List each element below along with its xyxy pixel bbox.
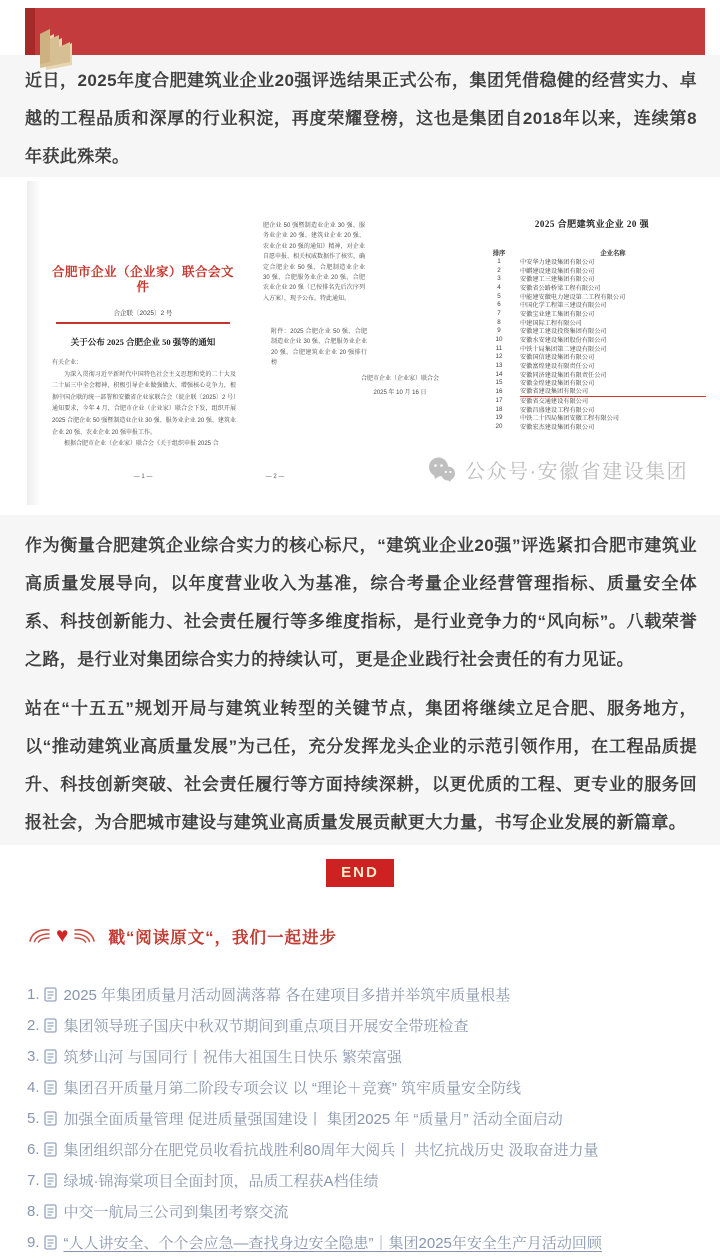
- buildings-icon: [36, 14, 86, 70]
- ranking-row-company: 安徽建工三建集团有限公司: [520, 276, 595, 284]
- watermark-text: 公众号·安徽省建设集团: [465, 461, 689, 483]
- body-paragraph-3: 站在“十五五”规划开局与建筑业转型的关键节点，集团将继续立足合肥、服务地方，以“推动建筑业高质量发展”为己任，充分发挥龙头企业的示范引领作用，在工程品质提升、科技创新突破、社会责任履行等方面持续深耕，以更优质的工程、更专业的服务回报社会，为合肥城市建设与建筑业高质量发展贡献更大力量，书写企业发展的新篇章。: [25, 699, 697, 832]
- ranking-row-company: 中铁十局集团第二建设有限公司: [520, 345, 607, 353]
- wing-right-icon: [74, 928, 96, 944]
- related-article-number: 6.: [27, 1141, 40, 1158]
- doc-date: 2025 年 10 月 16 日: [373, 390, 427, 396]
- ranking-row: [478, 283, 706, 292]
- ranking-row: [478, 413, 706, 422]
- banner-left-strip: [25, 8, 35, 55]
- doc-red-divider: [56, 322, 230, 324]
- end-badge: END: [326, 859, 394, 887]
- ranking-row-rank: 10: [495, 336, 503, 344]
- related-article-title: 集团领导班子国庆中秋双节期间到重点项目开展安全带班检查: [63, 1018, 469, 1035]
- ranking-row: [478, 335, 706, 344]
- document-icon: [44, 1080, 57, 1095]
- document-icon: [44, 987, 57, 1002]
- document-icon: [44, 1142, 57, 1157]
- ranking-row-rank: 5: [497, 292, 501, 300]
- related-article-link[interactable]: [27, 1041, 705, 1072]
- ranking-row-company: 安徽宝业建工集团有限公司: [520, 310, 595, 318]
- ranking-row: [478, 422, 706, 431]
- ranking-row-rank: 17: [495, 396, 503, 404]
- document-icon: [44, 1018, 57, 1033]
- ranking-row-rank: 4: [497, 283, 501, 291]
- doc-masthead: 合肥市企业（企业家）联合会文件: [51, 265, 234, 294]
- related-article-link[interactable]: [27, 1165, 705, 1196]
- ranking-col-name: 企业名称: [600, 250, 626, 257]
- ranking-row-company: 安徽昌盛建设工程有限公司: [520, 406, 595, 414]
- ranking-row: [478, 344, 706, 353]
- related-article-title: 2025 年集团质量月活动圆满落幕 各在建项目多措并举筑牢质量根基: [63, 987, 511, 1004]
- ranking-row: [478, 266, 706, 275]
- ranking-row-rank: 18: [495, 405, 503, 413]
- ranking-row-rank: 11: [495, 344, 503, 352]
- ranking-row-company: 中建国际工程有限公司: [520, 319, 582, 327]
- ranking-row: [478, 361, 706, 370]
- header-banner: [25, 8, 705, 55]
- ranking-row-company: 中国化学工程第三建设有限公司: [520, 302, 607, 310]
- ranking-row-rank: 20: [495, 422, 503, 430]
- ranking-row-company: 安徽国信建设集团有限公司: [520, 354, 595, 362]
- photo-page-edge-shadow: [27, 181, 41, 505]
- ranking-title: 2025 合肥建筑业企业 20 强: [534, 219, 650, 229]
- ranking-row-rank: 9: [497, 327, 501, 335]
- related-article-title: 集团召开质量月第二阶段专项会议 以 “理论＋竞赛” 筑牢质量安全防线: [63, 1080, 522, 1097]
- ranking-row-rank: 14: [495, 370, 503, 378]
- ranking-row: [478, 309, 706, 318]
- ranking-row-rank: 2: [497, 266, 501, 274]
- related-article-link[interactable]: [27, 1196, 705, 1227]
- ranking-row-rank: 13: [495, 362, 503, 370]
- related-article-link[interactable]: [27, 1072, 705, 1103]
- related-article-link[interactable]: [27, 1103, 705, 1134]
- related-articles-list: [27, 979, 705, 1258]
- ranking-row: [478, 318, 706, 327]
- wing-left-icon: [28, 928, 50, 944]
- ranking-row: [478, 405, 706, 414]
- document-photo[interactable]: [0, 177, 720, 515]
- ranking-row-rank: 16: [495, 388, 503, 396]
- doc-attachment-note: 附件：2025 合肥企业 50 强、合肥制造业企业 30 强、合肥服务业企业 20 强、合肥建筑业企业 20 强排行榜: [271, 329, 367, 367]
- doc-signer: 合肥市企业（企业家）联合会: [360, 376, 439, 382]
- ranking-row-company: 安徽省交通建设有限公司: [520, 397, 589, 405]
- document-icon: [44, 1111, 57, 1126]
- ranking-row-company: 安徽同济建设集团有限责任公司: [520, 371, 607, 379]
- ranking-row: [478, 370, 706, 379]
- related-article-number: 9.: [27, 1234, 40, 1251]
- cta-text: 戳“阅读原文“，我们一起进步: [108, 929, 337, 947]
- doc-page2-body: 肥企业 50 强暨制造业企业 30 强、服务业企业 20 强、建筑业企业 20 强、农业企业 20 强的通知》精神，对企业自愿申报、相关权威数据作了核实，确定合肥企业 50 强、合肥制造业企业 30 强、合肥服务业企业 20 强、合肥农业企业 20 强（已按排名先后次序列入方案），现予公布。特此通知。: [263, 223, 366, 302]
- related-article-number: 2.: [27, 1017, 40, 1034]
- ranking-row-rank: 15: [495, 379, 503, 387]
- related-article-title: 绿城·锦海棠项目全面封顶，品质工程获A档佳绩: [63, 1173, 379, 1190]
- ranking-row-company: 安徽金煌建设集团有限公司: [520, 380, 595, 388]
- document-icon: [44, 1173, 57, 1188]
- intro-paragraph: 近日，2025年度合肥建筑业企业20强评选结果正式公布，集团凭借稳健的经营实力、卓越的工程品质和深厚的行业积淀，再度荣耀登榜，这也是集团自2018年以来，连续第8年获此殊荣。: [25, 71, 697, 166]
- related-article-number: 8.: [27, 1203, 40, 1220]
- ranking-row-company: 安徽省建设集团有限公司: [520, 386, 706, 397]
- ranking-row-rank: 8: [497, 318, 501, 326]
- account-watermark: [428, 455, 688, 484]
- ranking-row: [478, 300, 706, 309]
- ranking-row-rank: 7: [497, 309, 501, 317]
- ranking-row-company: 安徽水安建设集团股份有限公司: [520, 337, 607, 345]
- related-article-number: 5.: [27, 1110, 40, 1127]
- ranking-row-rank: 3: [497, 275, 501, 283]
- doc-title: 关于公布 2025 合肥企业 50 强等的通知: [70, 337, 216, 347]
- ranking-row: [478, 353, 706, 362]
- related-article-title: 集团组织部分在肥党员收看抗战胜利80周年大阅兵丨 共忆抗战历史 汲取奋进力量: [63, 1142, 599, 1159]
- ranking-row-company: 中麒建设建设集团有限公司: [520, 267, 595, 275]
- related-article-title: 中交一航局三公司到集团考察交流: [63, 1204, 289, 1221]
- document-icon: [44, 1235, 57, 1250]
- document-icon: [44, 1049, 57, 1064]
- ranking-col-rank: 排序: [492, 250, 506, 257]
- ranking-table: [478, 217, 706, 431]
- ranking-row-company: 中安华力建设集团有限公司: [520, 258, 595, 266]
- read-original-cta: [28, 924, 337, 948]
- related-article-link[interactable]: [27, 1227, 705, 1258]
- end-divider: [0, 859, 720, 887]
- heart-icon: ♥: [56, 924, 69, 947]
- doc-page-2-number: — 2 —: [265, 474, 285, 480]
- related-article-number: 4.: [27, 1079, 40, 1096]
- ranking-header: [478, 248, 706, 257]
- doc-page-1-number: — 1 —: [133, 474, 153, 480]
- ranking-row-company: 安徽富煌建设有限责任公司: [520, 363, 595, 371]
- related-article-link[interactable]: [27, 979, 705, 1010]
- ranking-row-company: 中铁二十四局集团安徽工程有限公司: [520, 415, 619, 423]
- ranking-row-rank: 1: [497, 257, 501, 265]
- related-article-title: 筑梦山河 与国同行丨祝伟大祖国生日快乐 繁荣富强: [63, 1049, 402, 1066]
- ranking-row: [478, 292, 706, 301]
- related-article-title: 加强全面质量管理 促进质量强国建设丨 集团2025 年 “质量月” 活动全面启动: [63, 1111, 563, 1128]
- ranking-row-company: 安徽建工建设投资集团有限公司: [520, 328, 607, 336]
- ranking-row-company: 安徽宏杰建设集团有限公司: [520, 423, 595, 431]
- document-icon: [44, 1204, 57, 1219]
- doc-body-text: 有关企业： 为深入贯彻习近平新时代中国特色社会主义思想和党的二十大及二十届三中全会精神，积极引导企业做强做大、增强核心竞争力，根据中国企联的统一部署和安徽省企业家联合会（皖企联〔2025〕2 号）通知要求，今年 4 月，合肥市企业（企业家）联合会下发，组织开展 2025 合肥企业 50 强暨制造业企业 30 强、服务业企业 20 强、建筑业企业 20 强、农业企业 20 强申报工作。 根据合肥市企业（企业家）联合会《关于组织申报 2025 合: [52, 360, 236, 448]
- ranking-row: [478, 387, 706, 396]
- ranking-row-rank: 19: [495, 414, 503, 422]
- related-article-link[interactable]: [27, 1010, 705, 1041]
- related-article-number: 7.: [27, 1172, 40, 1189]
- ranking-row-company: 安徽省公路桥梁工程有限公司: [520, 284, 601, 292]
- body-paragraph-2: 作为衡量合肥建筑企业综合实力的核心标尺，“建筑业企业20强”评选紧扣合肥市建筑业高质量发展导向，以年度营业收入为基准，综合考量企业经营管理指标、质量安全体系、科技创新能力、社会责任履行等多维度指标，是行业竞争力的“风向标”。八载荣誉之路，是行业对集团综合实力的持续认可，更是企业践行社会责任的有力见证。: [25, 536, 697, 669]
- ranking-row-company: 中能建安徽电力建设第二工程有限公司: [520, 293, 626, 301]
- doc-number: 合企联〔2025〕2 号: [113, 310, 173, 317]
- ranking-row: [478, 396, 706, 405]
- ranking-row-rank: 12: [495, 353, 503, 361]
- related-article-number: 1.: [27, 986, 40, 1003]
- related-article-link[interactable]: [27, 1134, 705, 1165]
- wechat-icon: [428, 457, 456, 483]
- ranking-row-rank: 6: [497, 301, 501, 309]
- ranking-row: [478, 327, 706, 336]
- related-article-number: 3.: [27, 1048, 40, 1065]
- ranking-row: [478, 257, 706, 266]
- ranking-row: [478, 274, 706, 283]
- related-article-title: “人人讲安全、个个会应急—查找身边安全隐患”｜集团2025年安全生产月活动回顾: [63, 1235, 602, 1252]
